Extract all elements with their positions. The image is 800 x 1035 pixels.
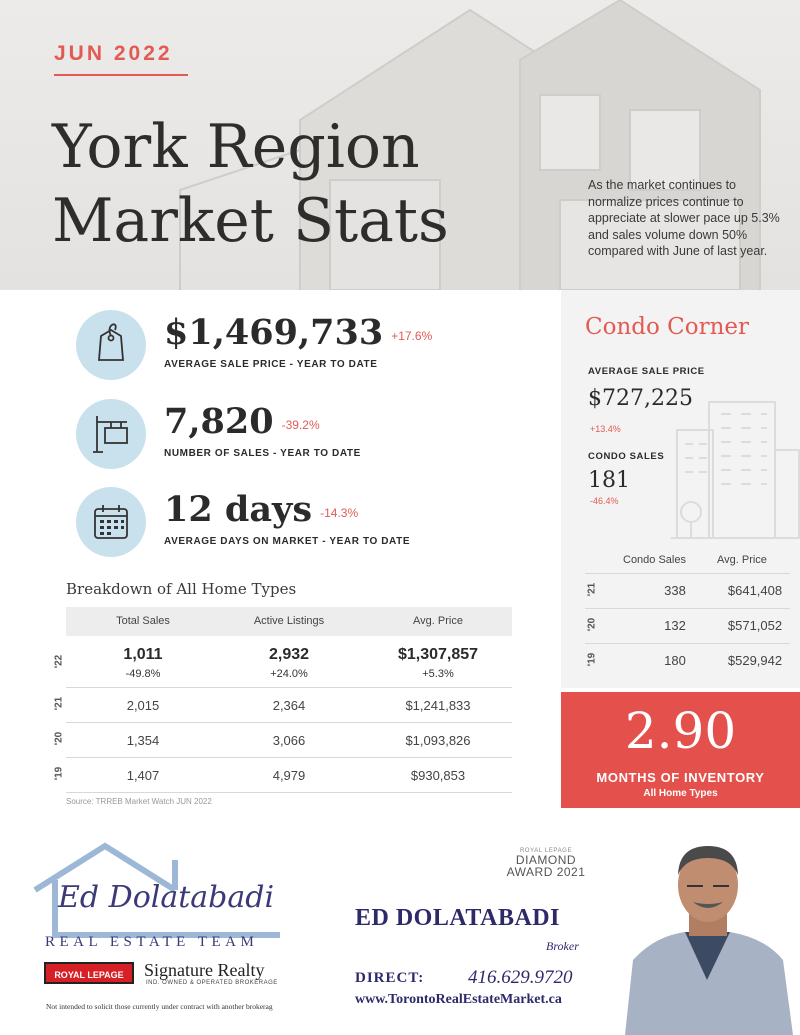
row-year: '19 [586, 652, 598, 667]
source-note: Source: TRREB Market Watch JUN 2022 [66, 797, 212, 806]
table-row [53, 688, 512, 723]
direct-phone-link[interactable]: 416.629.9720 [468, 967, 573, 988]
condo-row-sales: 132 [664, 618, 686, 633]
stat-change: -39.2% [281, 418, 320, 432]
disclaimer: Not intended to solicit those currently under contract with another brokerag [46, 1002, 273, 1011]
brokerage-subtitle: IND. OWNED & OPERATED BROKERAGE [146, 980, 278, 986]
title-line-2: Market Stats [52, 186, 449, 256]
condo-row-price: $571,052 [727, 618, 783, 633]
stat-label: AVERAGE SALE PRICE - YEAR TO DATE [164, 359, 378, 370]
active-listings: 4,979 [272, 768, 306, 783]
row-year: '19 [53, 766, 65, 781]
active-listings: 2,932 [268, 646, 310, 663]
avg-price-change: +5.3% [422, 668, 454, 680]
sale-sign-icon [76, 399, 146, 469]
row-year: '21 [586, 582, 598, 597]
breakdown-header-row [66, 607, 512, 636]
inventory-value: 2.90 [624, 702, 737, 760]
condo-row-sales: 180 [664, 653, 686, 668]
total-sales: 1,354 [126, 733, 160, 748]
table-row [53, 723, 512, 758]
total-sales: 1,011 [123, 646, 163, 663]
column-header: Avg. Price [717, 554, 767, 566]
stat-label: NUMBER OF SALES - YEAR TO DATE [164, 448, 361, 459]
months-of-inventory-box [561, 692, 800, 808]
condo-avg-price: $727,225 [588, 386, 693, 411]
inventory-sublabel: All Home Types [643, 788, 718, 799]
total-sales: 2,015 [126, 698, 160, 713]
brokerage-name: Signature Realty [144, 960, 265, 980]
table-row [585, 609, 790, 643]
condo-sales-change: -46.4% [590, 496, 619, 506]
calendar-icon [76, 487, 146, 557]
active-listings-change: +24.0% [270, 668, 308, 680]
logo-script-name: Ed Dolatabadi [58, 880, 275, 915]
direct-label: DIRECT: [355, 970, 425, 986]
stat-value: 7,820 -39.2% [164, 401, 320, 442]
title-line-1: York Region [52, 112, 420, 182]
table-row [53, 636, 512, 688]
condo-corner-title: Condo Corner [585, 314, 749, 340]
agent-photo [615, 840, 800, 1035]
month-underline [54, 74, 188, 76]
royal-lepage-logo: ROYAL LEPAGE [44, 962, 134, 984]
column-header: Total Sales [116, 615, 170, 627]
active-listings: 2,364 [272, 698, 306, 713]
award-line-2: AWARD 2021 [506, 865, 586, 879]
hero-banner [0, 0, 800, 290]
stat-change: +17.6% [391, 329, 433, 343]
stat-change: -14.3% [320, 506, 359, 520]
stat-value: 12 days -14.3% [164, 489, 359, 530]
table-row [585, 644, 790, 678]
award-brand: ROYAL LEPAGE [519, 848, 573, 854]
award-line-1: DIAMOND [515, 853, 577, 867]
website-link[interactable]: www.TorontoRealEstateMarket.ca [355, 992, 562, 1007]
row-year: '20 [53, 731, 65, 746]
avg-price: $930,853 [410, 768, 466, 783]
column-header: Condo Sales [623, 554, 686, 566]
stat-value: $1,469,733 +17.6% [164, 312, 433, 353]
inventory-label: MONTHS OF INVENTORY [596, 770, 765, 785]
market-summary: As the market continues to normalize prices continue to appreciate at slower pace up 5.3% and sales volume down 50% compared with June of last year. [588, 178, 780, 258]
price-tag-icon [76, 310, 146, 380]
row-year: '20 [586, 617, 598, 632]
condo-avg-price-label: AVERAGE SALE PRICE [588, 366, 705, 377]
condo-sales-label: CONDO SALES [588, 451, 665, 462]
stat-label: AVERAGE DAYS ON MARKET - YEAR TO DATE [164, 536, 411, 547]
column-header: Active Listings [253, 615, 325, 627]
page-title [52, 110, 449, 258]
table-row [53, 758, 512, 793]
total-sales: 1,407 [126, 768, 160, 783]
condo-row-price: $641,408 [727, 583, 783, 598]
condo-sales: 181 [588, 468, 630, 493]
breakdown-title: Breakdown of All Home Types [66, 580, 297, 598]
condo-avg-price-change: +13.4% [590, 424, 621, 434]
condo-row-price: $529,942 [727, 653, 783, 668]
agent-role: Broker [546, 939, 579, 953]
condo-corner-panel [561, 290, 800, 688]
building-illustration [671, 400, 800, 540]
active-listings: 3,066 [272, 733, 306, 748]
column-header: Avg. Price [413, 615, 463, 627]
avg-price: $1,307,857 [397, 646, 479, 663]
report-month: JUN 2022 [54, 42, 173, 65]
avg-price: $1,093,826 [405, 733, 471, 748]
logo-team: REAL ESTATE TEAM [45, 934, 259, 950]
row-year: '21 [53, 696, 65, 711]
diamond-award-badge [496, 848, 596, 878]
row-year: '22 [53, 654, 65, 669]
avg-price: $1,241,833 [405, 698, 471, 713]
agent-name: ED DOLATABADI [355, 905, 560, 931]
table-row [585, 574, 790, 608]
condo-row-sales: 338 [664, 583, 686, 598]
total-sales-change: -49.8% [125, 668, 161, 680]
